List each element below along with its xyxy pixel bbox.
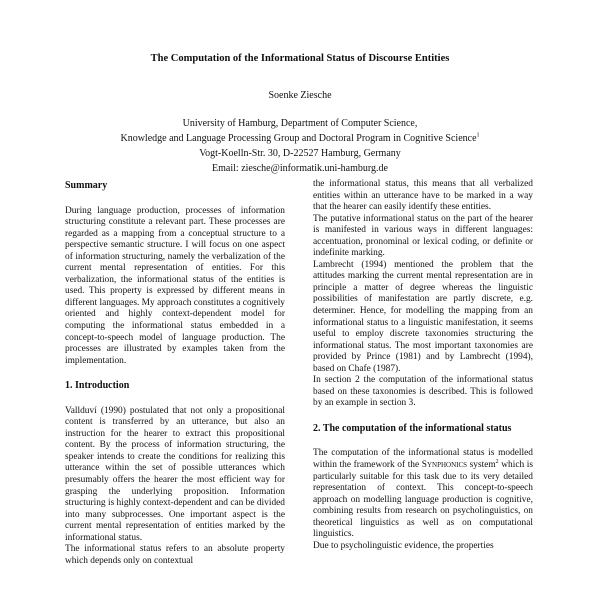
system-name: Synphonics [421,460,468,471]
text-run: The computation of the informational status is modelled within the framework of the [313,448,533,471]
body-paragraph: Due to psycholinguistic evidence, the properties [313,540,494,551]
affiliation-line: Vogt-Koelln-Str. 30, D-22527 Hamburg, Germany [199,148,401,159]
affiliation-line [0,131,600,146]
email-line: Email: ziesche@informatik.uni-hamburg.de [212,163,388,174]
summary-heading: Summary [65,180,108,191]
section-2-heading: 2. The computation of the informational status [313,422,512,434]
author-name: Soenke Ziesche [268,90,332,101]
summary-text: During language production, processes of information structuring constitute a relevant part. These processes are regarded as a mapping from a conceptual structure to a perspective semantic structure. I will focus on one aspect of information structuring, namely the verbalization of the current mental representation of entities. For this verbalization, the informational status of the entities is used. This property is expressed by different means in different languages. My approach constitutes a cognitively oriented and highly context-dependent model for computing the informational status embedded in a concept-to-speech model of language production. The processes are illustrated by examples taken from the implementation. [65,205,285,366]
body-paragraph: Lambrecht (1994) mentioned the problem that the attitudes marking the current mental representation are in principle a matter of degree whereas the linguistic possibilities of manifestation are partly discrete, e.g. determiner. Hence, for modelling the mapping from an informational status to a linguistic manifestation, it seems useful to employ discrete taxonomies structuring the informational status. The most important taxonomies are provided by Prince (1981) and by Lambrecht (1994), based on Chafe (1987). [313,259,533,374]
intro-paragraph: Vallduví (1990) postulated that not only a propositional content is transferred by an utterance, but also an instruction for the hearer to extract this propositional content. By the process of information structuring, the speaker intends to create the conditions for realizing this utterance within the set of possible utterances which presumably offers the hearer the most efficient way for grasping the underlying proposition. Information structuring is highly context-dependent and can be divided into many subprocesses. One important aspect is the current mental representation of entities marked by the informational status. [65,405,285,543]
paper-title: The Computation of the Informational Status of Discourse Entities [150,53,450,64]
right-column [313,179,533,552]
body-paragraph: the informational status, this means that all verbalized entities within an utterance have to be marked in a way that the hearer can easily identify these entities. [313,179,533,213]
footnote-mark: 1 [476,132,480,139]
body-paragraph [313,448,533,540]
body-paragraph: In section 2 the computation of the informational status based on these taxonomies is described. This is followed by an example in section 3. [313,375,533,409]
body-paragraph: The putative informational status on the part of the hearer is manifested in various ways in different languages: accentuation, pronominal or lexical coding, or definite or indefinite marking. [313,213,533,259]
intro-heading: 1. Introduction [65,380,130,392]
affiliation-line: University of Hamburg, Department of Computer Science, [182,118,418,129]
text-run: system [469,460,496,471]
footnote-mark: 2 [495,458,499,465]
intro-paragraph: The informational status refers to an absolute property which depends only on contextual [65,544,285,566]
text-run: which is particularly suitable for this task due to its very detailed representation of context. This concept-to-speech approach on modelling language production is cognitive, combining results from research on psycholinguistics, on theoretical linguistics as well as on computational linguistics. [313,460,534,540]
affiliation-block [0,116,600,176]
left-column [65,180,285,567]
affiliation-text: Knowledge and Language Processing Group and Doctoral Program in Cognitive Science [120,133,477,144]
